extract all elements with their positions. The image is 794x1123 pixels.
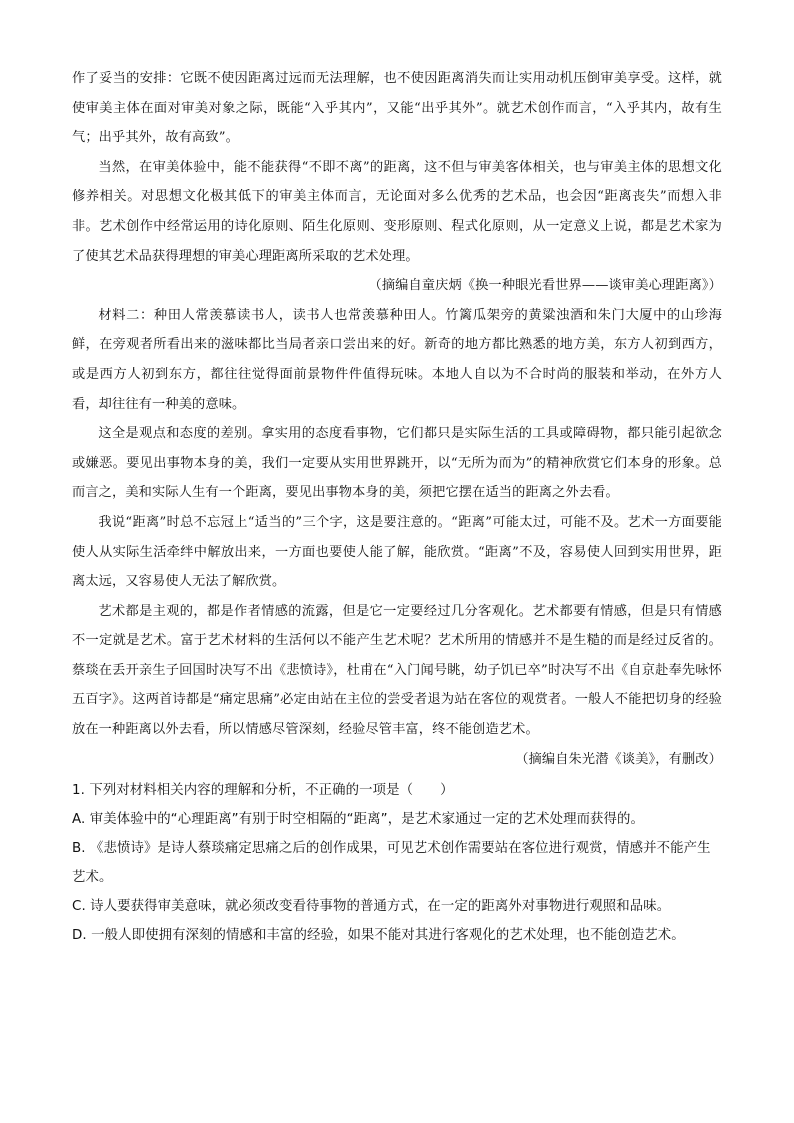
source-citation-2: （摘编自朱光潜《谈美》，有删改）	[515, 751, 722, 767]
option-c[interactable]: C. 诗人要获得审美意味，就必须改变看待事物的普通方式，在一定的距离外对事物进行观照和品味。	[72, 899, 671, 915]
question-stem: 1. 下列对材料相关内容的理解和分析，不正确的一项是（ ）	[72, 783, 454, 799]
document-body	[72, 64, 722, 950]
paragraph-continuation: 作了妥当的安排：它既不使因距离过远而无法理解，也不使因距离消失而让实用动机压倒审美享受。这样，就使审美主体在面对审美对象之际，既能“入乎其内”，又能“出乎其外”。就艺术创作而言，“入乎其内，故有生气；出乎其外，故有高致”。	[72, 71, 722, 146]
paragraph-art-subjective: 艺术都是主观的，都是作者情感的流露，但是它一定要经过几分客观化。艺术都要有情感，但是只有情感不一定就是艺术。富于艺术材料的生活何以不能产生艺术呢？艺术所用的情感并不是生糙的而是经过反省的。蔡琰在丢开亲生子回国时决写不出《悲愤诗》，杜甫在“入门闻号眺，幼子饥已卒”时决写不出《自京赴奉先咏怀五百字》。这两首诗都是“痛定思痛”必定由站在主位的尝受者退为站在客位的观赏者。一般人不能把切身的经验放在一种距离以外去看，所以情感尽管深刻，经验尽管丰富，终不能创造艺术。	[72, 603, 722, 738]
option-a[interactable]: A. 审美体验中的“心理距离”有别于时空相隔的“距离”，是艺术家通过一定的艺术处理而获得的。	[72, 812, 645, 828]
paragraph-material-two: 材料二：种田人常羡慕读书人，读书人也常羡慕种田人。竹篱瓜架旁的黄粱浊酒和朱门大厦中的山珍海鲜，在旁观者所看出来的滋味都比当局者亲口尝出来的好。新奇的地方都比熟悉的地方美，东方人初到西方，或是西方人初到东方，都往往觉得面前景物件件值得玩味。本地人自以为不合时尚的服装和举动，在外方人看，却往往有一种美的意味。	[72, 307, 722, 412]
paragraph-attitude-difference: 这全是观点和态度的差别。拿实用的态度看事物，它们都只是实际生活的工具或障碍物，都只能引起欲念或嫌恶。要见出事物本身的美，我们一定要从实用世界跳开，以“无所为而为”的精神欣赏它们本身的形象。总而言之，美和实际人生有一个距离，要见出事物本身的美，须把它摆在适当的距离之外去看。	[72, 426, 722, 501]
paragraph-aesthetic-distance: 当然，在审美体验中，能不能获得“不即不离”的距离，这不但与审美客体相关，也与审美主体的思想文化修养相关。对思想文化极其低下的审美主体而言，无论面对多么优秀的艺术品，也会因“距离丧失”而想入非非。艺术创作中经常运用的诗化原则、陌生化原则、变形原则、程式化原则，从一定意义上说，都是艺术家为了使其艺术品获得理想的审美心理距离所采取的艺术处理。	[72, 159, 722, 264]
option-b[interactable]: B. 《悲愤诗》是诗人蔡琰痛定思痛之后的创作成果，可见艺术创作需要站在客位进行观赏，情感并不能产生艺术。	[72, 841, 711, 886]
paragraph-appropriate-distance: 我说“距离”时总不忘冠上“适当的”三个字，这是要注意的。“距离”可能太过，可能不及。艺术一方面要能使人从实际生活牵绊中解放出来，一方面也要使人能了解，能欣赏。“距离”不及，容易使人回到实用世界，距离太远，又容易使人无法了解欣赏。	[72, 514, 722, 590]
option-d[interactable]: D. 一般人即使拥有深刻的情感和丰富的经验，如果不能对其进行客观化的艺术处理，也不能创造艺术。	[72, 928, 685, 944]
source-citation-1: （摘编自童庆炳《换一种眼光看世界——谈审美心理距离》）	[368, 278, 722, 294]
question-block	[72, 776, 722, 950]
